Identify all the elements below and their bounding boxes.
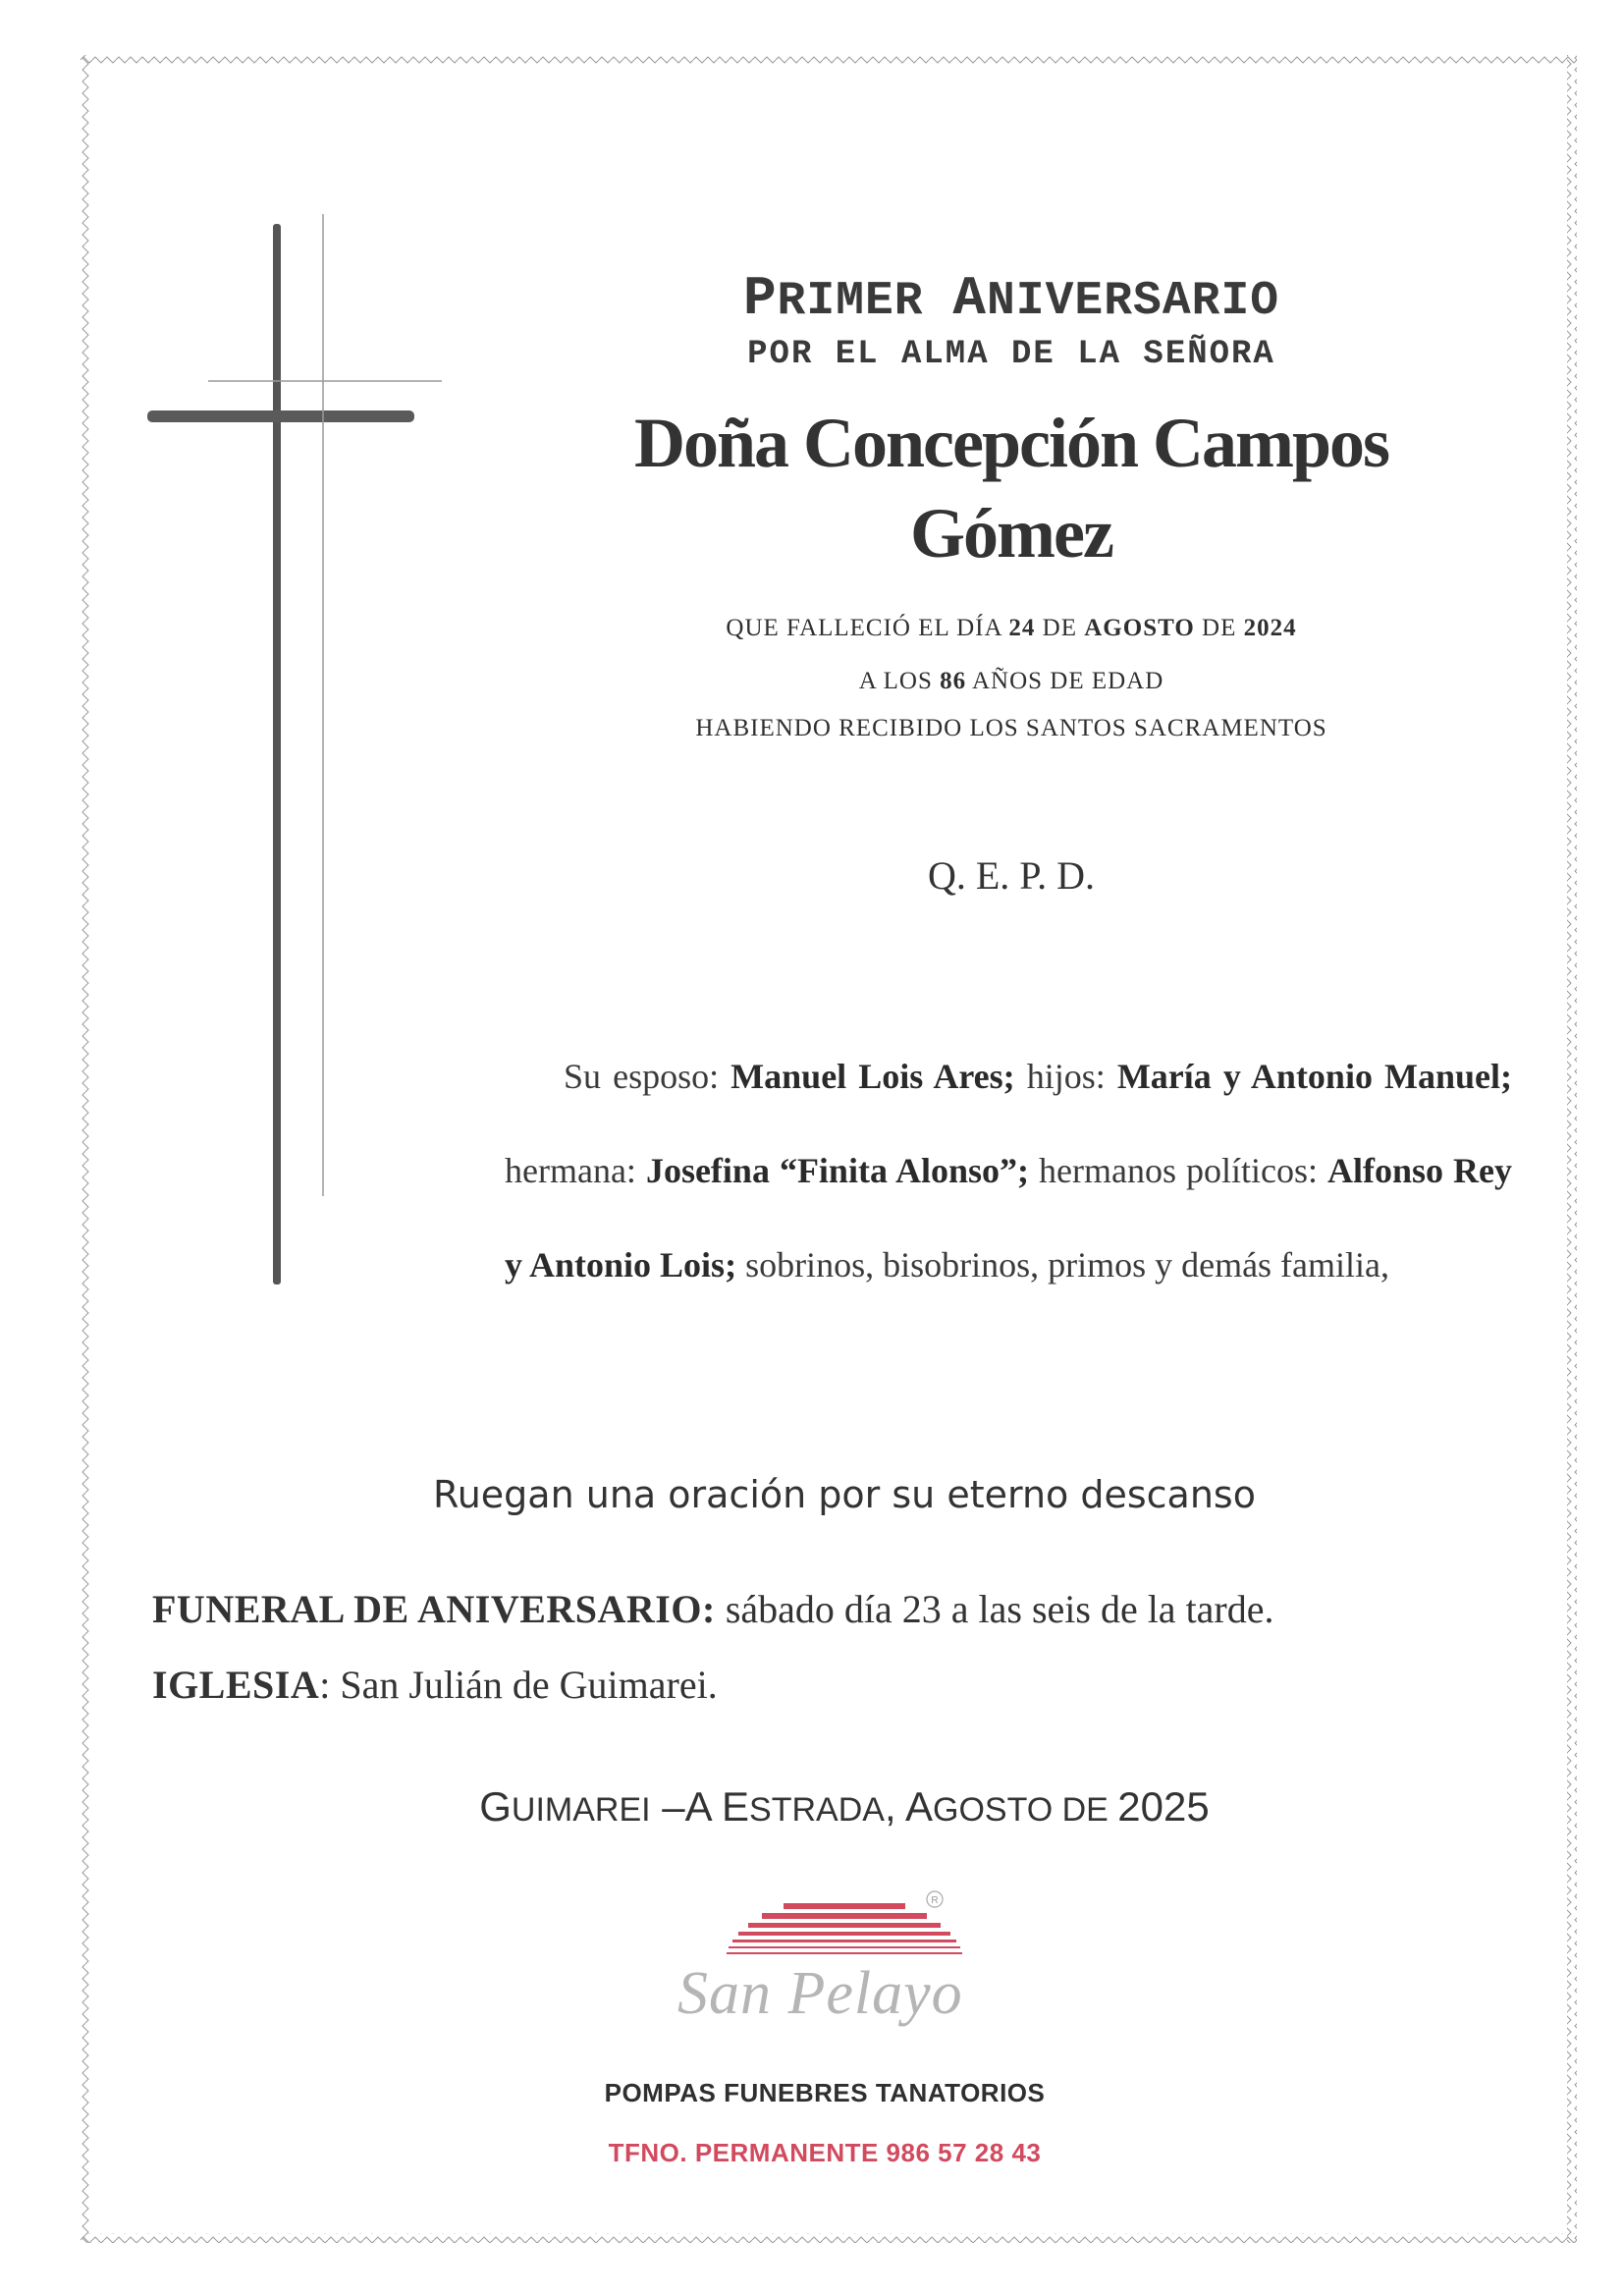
svg-text:San Pelayo: San Pelayo	[677, 1960, 963, 2027]
sacraments-line: HABIENDO RECIBIDO LOS SANTOS SACRAMENTOS	[695, 715, 1327, 741]
svg-text:R: R	[931, 1895, 939, 1906]
company-services: POMPAS FUNEBRES TANATORIOS	[604, 2078, 1046, 2107]
company-phone: TFNO. PERMANENTE 986 57 28 43	[608, 2138, 1042, 2167]
family-paragraph: Su esposo: Manuel Lois Ares; hijos: María y Antonio Manuel; hermana: Josefina “Finita Alonso”; hermanos políticos: Alfonso Rey y Antonio Lois; sobrinos, bisobrinos, primos y demás familia,	[505, 1057, 1513, 1285]
death-date-line: QUE FALLECIÓ EL DÍA 24 DE AGOSTO DE 2024	[726, 615, 1297, 641]
funeral-info: FUNERAL DE ANIVERSARIO: sábado día 23 a las seis de la tarde.	[152, 1587, 1274, 1631]
place-date: GUIMAREI –A ESTRADA, AGOSTO DE 2025	[479, 1783, 1210, 1830]
church-info: IGLESIA: San Julián de Guimarei.	[152, 1663, 718, 1707]
heading-subtitle: POR EL ALMA DE LA SEÑORA	[747, 336, 1275, 373]
heading-primer-aniversario: PRIMER ANIVERSARIO	[742, 267, 1280, 330]
age-line: A LOS 86 AÑOS DE EDAD	[858, 668, 1164, 694]
deceased-name: Doña Concepción Campos Gómez	[633, 404, 1389, 573]
san-pelayo-logo	[668, 1886, 982, 2072]
qepd: Q. E. P. D.	[927, 853, 1096, 898]
prayer-request: Ruegan una oración por su eterno descanso	[433, 1473, 1256, 1516]
cross-icon	[137, 214, 452, 1294]
